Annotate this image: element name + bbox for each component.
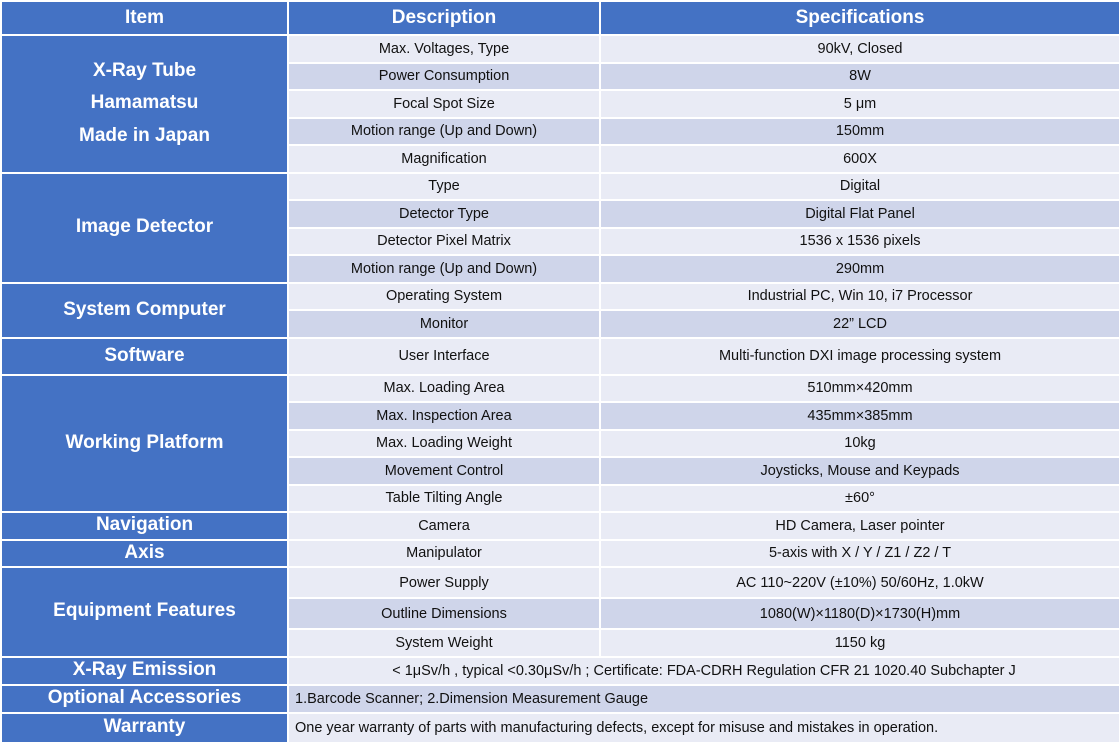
- description-cell: Movement Control: [288, 457, 600, 485]
- table-row: [1, 375, 1119, 403]
- description-cell: Max. Loading Area: [288, 375, 600, 403]
- description-cell: Power Supply: [288, 567, 600, 598]
- specification-cell: 8W: [600, 63, 1119, 91]
- specification-cell: 5-axis with X / Y / Z1 / Z2 / T: [600, 540, 1119, 568]
- table-row: [1, 283, 1119, 311]
- description-cell: Magnification: [288, 145, 600, 173]
- description-cell: Power Consumption: [288, 63, 600, 91]
- item-line: X-Ray Tube: [92, 59, 197, 81]
- item-line: Image Detector: [75, 216, 214, 238]
- description-cell: Max. Voltages, Type: [288, 35, 600, 63]
- description-cell: Operating System: [288, 283, 600, 311]
- description-cell: Motion range (Up and Down): [288, 255, 600, 283]
- specification-cell: 22” LCD: [600, 310, 1119, 338]
- specification-cell: ±60°: [600, 485, 1119, 513]
- table-row: [1, 713, 1119, 743]
- header-row: [1, 1, 1119, 35]
- item-line: Axis: [124, 541, 165, 563]
- specification-cell: AC 110~220V (±10%) 50/60Hz, 1.0kW: [600, 567, 1119, 598]
- item-line: Software: [104, 344, 185, 366]
- item-axis: [1, 540, 288, 568]
- item-line: Equipment Features: [53, 600, 236, 622]
- specification-cell: 435mm×385mm: [600, 402, 1119, 430]
- specification-cell: 5 μm: [600, 90, 1119, 118]
- item-line: Working Platform: [65, 431, 224, 453]
- description-cell: Camera: [288, 512, 600, 540]
- table-row: [1, 173, 1119, 201]
- specification-cell: 1080(W)×1180(D)×1730(H)mm: [600, 598, 1119, 629]
- description-cell: Max. Loading Weight: [288, 430, 600, 458]
- specification-cell: Digital Flat Panel: [600, 200, 1119, 228]
- item-line: Made in Japan: [79, 125, 210, 147]
- table-row: [1, 512, 1119, 540]
- specification-cell: Digital: [600, 173, 1119, 201]
- description-cell: Table Tilting Angle: [288, 485, 600, 513]
- description-cell: System Weight: [288, 629, 600, 657]
- specification-cell: 150mm: [600, 118, 1119, 146]
- wide-cell: < 1μSv/h , typical <0.30μSv/h ; Certificate: FDA-CDRH Regulation CFR 21 1020.40 Subchapter J: [288, 657, 1119, 685]
- item-equipment-features: [1, 567, 288, 657]
- header-specifications: Specifications: [600, 1, 1119, 35]
- table-row: [1, 685, 1119, 713]
- description-cell: Outline Dimensions: [288, 598, 600, 629]
- header-description: Description: [288, 1, 600, 35]
- specification-cell: 90kV, Closed: [600, 35, 1119, 63]
- item-line: Optional Accessories: [47, 687, 242, 709]
- specification-cell: HD Camera, Laser pointer: [600, 512, 1119, 540]
- item-line: Navigation: [95, 514, 194, 536]
- item-navigation: [1, 512, 288, 540]
- wide-cell: One year warranty of parts with manufacturing defects, except for misuse and mistakes in operation.: [288, 713, 1119, 743]
- description-cell: Type: [288, 173, 600, 201]
- specification-cell: 510mm×420mm: [600, 375, 1119, 403]
- item-x-ray-tube: [1, 35, 288, 173]
- item-line: System Computer: [63, 298, 226, 320]
- item-optional-accessories: [1, 685, 288, 713]
- table-row: [1, 338, 1119, 375]
- description-cell: Monitor: [288, 310, 600, 338]
- item-warranty: [1, 713, 288, 743]
- table-row: [1, 657, 1119, 685]
- specification-cell: 1150 kg: [600, 629, 1119, 657]
- item-line: Hamamatsu: [90, 92, 199, 114]
- description-cell: Manipulator: [288, 540, 600, 568]
- description-cell: Max. Inspection Area: [288, 402, 600, 430]
- table-row: [1, 540, 1119, 568]
- item-line: Warranty: [103, 716, 186, 738]
- item-x-ray-emission: [1, 657, 288, 685]
- wide-cell: 1.Barcode Scanner; 2.Dimension Measurement Gauge: [288, 685, 1119, 713]
- item-line: X-Ray Emission: [72, 659, 217, 681]
- specification-cell: Industrial PC, Win 10, i7 Processor: [600, 283, 1119, 311]
- item-software: [1, 338, 288, 375]
- description-cell: Detector Type: [288, 200, 600, 228]
- specification-cell: 290mm: [600, 255, 1119, 283]
- specification-cell: 1536 x 1536 pixels: [600, 228, 1119, 256]
- description-cell: User Interface: [288, 338, 600, 375]
- item-image-detector: [1, 173, 288, 283]
- specification-cell: Joysticks, Mouse and Keypads: [600, 457, 1119, 485]
- specification-cell: 10kg: [600, 430, 1119, 458]
- specification-cell: 600X: [600, 145, 1119, 173]
- specification-cell: Multi-function DXI image processing system: [600, 338, 1119, 375]
- description-cell: Motion range (Up and Down): [288, 118, 600, 146]
- table-row: [1, 35, 1119, 63]
- table-row: [1, 567, 1119, 598]
- description-cell: Focal Spot Size: [288, 90, 600, 118]
- header-item: Item: [1, 1, 288, 35]
- item-working-platform: [1, 375, 288, 513]
- item-system-computer: [1, 283, 288, 338]
- description-cell: Detector Pixel Matrix: [288, 228, 600, 256]
